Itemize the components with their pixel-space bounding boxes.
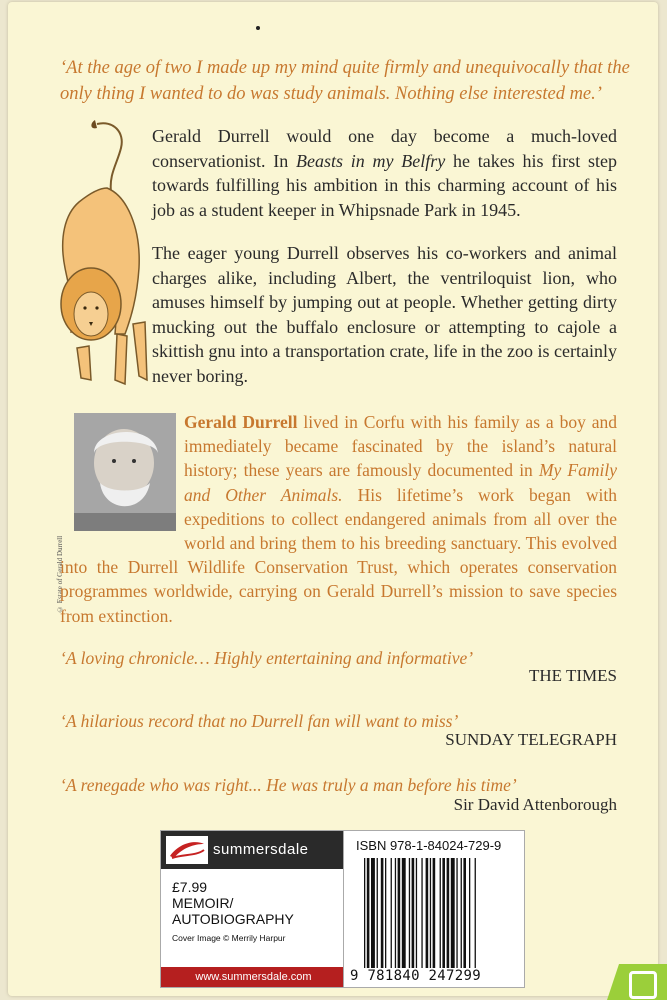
barcode-icon xyxy=(364,858,514,968)
publisher-website: www.summersdale.com xyxy=(161,967,346,987)
isbn-label: ISBN 978-1-84024-729-9 xyxy=(356,838,502,853)
review-quote-2: ‘A hilarious record that no Durrell fan will want to miss’ xyxy=(60,711,459,731)
category-line-1: MEMOIR/ xyxy=(172,895,234,911)
category-line-2: AUTOBIOGRAPHY xyxy=(172,911,294,927)
author-biography: Gerald Durrell lived in Corfu with his family as a boy and immediately became fascinated by the island’s natural history; these years are famously documented in My Family and Other Animals. His lifetime’s work began with expeditions to collect endangered animals from all over the world and bring them to his breeding sanctuary. This evolved into the Durrell Wildlife Conservation Trust, which operates conservation programmes worldwide, carrying on Gerald Durrell’s mission to save species from extinction. xyxy=(60,412,618,626)
book-title: Beasts in my Belfry xyxy=(295,150,446,171)
publisher-panel xyxy=(160,830,347,988)
intro-paragraph-2: The eager young Durrell observes his co-workers and animal charges alike, including Albert, the ventriloquist lion, who amuses himself by jumping out at people. Whether getting dirty mucking out the buffalo enclosure or attempting to cajole a skittish gnu into a transportation crate, life in the zoo is certainly never boring. xyxy=(152,243,617,386)
square-icon xyxy=(629,971,657,999)
lion-illustration xyxy=(55,118,150,393)
price: £7.99 xyxy=(172,879,208,895)
review-quote-3: ‘A renegade who was right... He was truly a man before his time’ xyxy=(60,775,517,795)
opening-quote: ‘At the age of two I made up my mind quite firmly and unequivocally that the only thing I wanted to do was study animals. Nothing else interested me.’ xyxy=(60,58,630,104)
review-quote-1: ‘A loving chronicle… Highly entertaining and informative’ xyxy=(60,648,474,668)
publisher-header xyxy=(161,831,346,869)
barcode-panel xyxy=(343,830,525,988)
print-dot xyxy=(256,26,260,30)
publisher-brand: summersdale xyxy=(213,841,309,858)
summersdale-logo-icon xyxy=(166,836,208,864)
cover-image-credit: Cover Image © Merrily Harpur xyxy=(172,933,286,943)
author-name: Gerald Durrell xyxy=(184,412,298,432)
publisher-info xyxy=(172,879,294,943)
photo-credit: © Estate of Gerald Durrell xyxy=(56,535,64,613)
review-source-1: THE TIMES xyxy=(529,666,617,685)
barcode-number: 9 781840 247299 xyxy=(350,968,481,984)
review-source-2: SUNDAY TELEGRAPH xyxy=(445,730,617,749)
intro-paragraph-1: Gerald Durrell would one day become a much-loved conservationist. In Beasts in my Belfry he takes his first step towards fulfilling his ambition in this charming account of his job as a student keeper in Whipsnade Park in 1945. xyxy=(152,126,617,220)
bio-book-title: My Family and Other Animals. xyxy=(184,460,618,505)
review-source-3: Sir David Attenborough xyxy=(453,795,617,814)
